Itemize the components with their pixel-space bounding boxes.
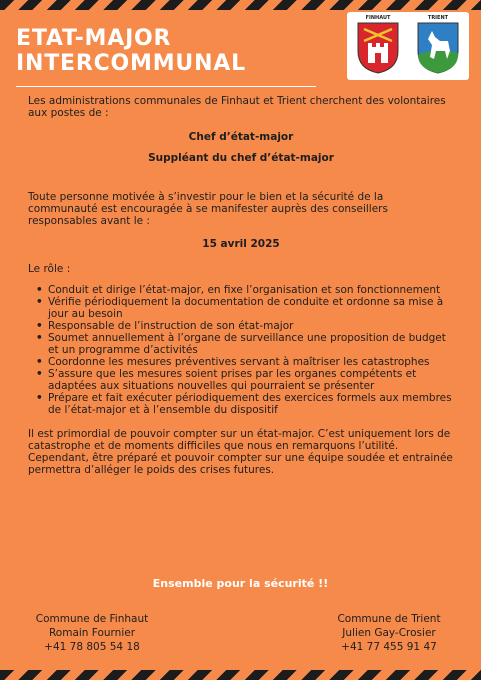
contact-finhaut [7,612,177,654]
list-item: • S’assure que les mesures soient prises par les organes compétents et adaptées aux situations nouvelles qui pourraient se présenter [34,368,454,392]
deadline-date: 15 avril 2025 [202,238,280,250]
list-item: • Responsable de l’instruction de son état-major [34,320,454,332]
list-item: • Vérifie périodiquement la documentation de conduite et ordonne sa mise à jour au besoin [34,296,454,320]
contact-commune: Commune de Finhaut [35,613,149,625]
contact-person: Romain Fournier [48,627,136,639]
list-item: • Coordonne les mesures préventives servant à maîtriser les catastrophes [34,356,454,368]
title-divider [16,86,316,87]
contact-commune: Commune de Trient [337,613,441,625]
position-title: Suppléant du chef d’état-major [148,152,334,164]
intro-text: Les administrations communales de Finhaut et Trient cherchent des volontaires aux postes de : [28,95,446,119]
contact-phone: +41 78 805 54 18 [44,641,140,653]
position-title: Chef d’état-major [188,131,294,143]
contact-person: Julien Gay-Crosier [342,627,436,639]
slogan: Ensemble pour la sécurité !! [152,577,329,590]
page-title [16,26,246,76]
contact-trient [304,612,474,654]
role-heading: Le rôle : [28,263,71,275]
trient-crest-label: TRIENT [427,15,449,21]
hazard-stripe-top [0,0,481,10]
title-line: INTERCOMMUNAL [16,51,246,76]
finhaut-crest-label: FINHAUT [365,15,391,21]
appeal-text: Toute personne motivée à s’investir pour le bien et la sécurité de la communauté est encouragée à se manifester auprès des conseillers responsables avant le : [28,191,388,227]
closing-text: Il est primordial de pouvoir compter sur un état-major. C’est uniquement lors de catastrophe et de moments difficiles que nous en remarquons l’utilité. Cependant, être préparé et pouvoir compter sur une équipe soudée et entrainée permettra d’alléger le poids des crises futures. [28,428,453,476]
hazard-stripe-bottom [0,670,481,680]
contact-phone: +41 77 455 91 47 [341,641,437,653]
finhaut-shield-icon [356,21,400,75]
trient-shield-icon [416,21,460,75]
list-item: • Prépare et fait exécuter périodiquement des exercices formels aux membres de l’état-major et à l’ensemble du dispositif [34,392,454,416]
list-item: • Conduit et dirige l’état-major, en fixe l’organisation et son fonctionnement [34,284,454,296]
trient-crest [410,15,466,77]
announcement-body [28,95,454,476]
title-line: ETAT-MAJOR [16,26,172,51]
coats-of-arms [347,12,469,80]
finhaut-crest [350,15,406,77]
role-list [34,284,454,416]
list-item: • Soumet annuellement à l’organe de surveillance une proposition de budget et un programme d’activités [34,332,454,356]
